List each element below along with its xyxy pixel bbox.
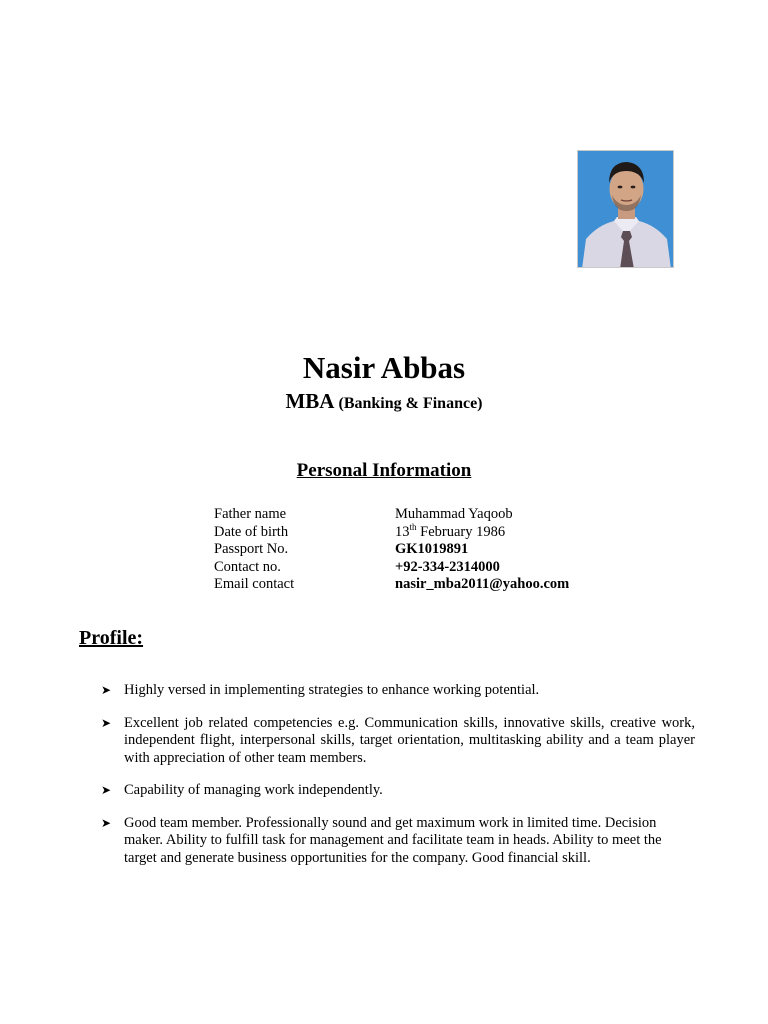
degree-line (0, 387, 768, 418)
list-item (101, 715, 695, 768)
degree-specialization: (Banking & Finance) (338, 395, 483, 412)
info-label: Contact no. (214, 558, 281, 575)
info-row-father-name (214, 506, 569, 524)
dob-day: 13 (395, 523, 410, 540)
info-value: Muhammad Yaqoob (395, 506, 513, 522)
profile-list (101, 682, 695, 882)
email-value: nasir_mba2011@yahoo.com (395, 576, 570, 592)
info-value (395, 521, 506, 542)
profile-photo (577, 150, 674, 268)
list-item-text: Good team member. Professionally sound and get maximum work in limited time. Decision maker. Ability to fulfill task for management and facilitate team in heads. Ability to meet the target and generate business opportunities for the company. Good financial skill. (124, 814, 662, 866)
list-item-text: Excellent job related competencies e.g. Communication skills, innovative skills, creative work, independent flight, interpersonal skills, target orientation, multitasking ability and a team player with appreciation of other team members. (124, 714, 695, 766)
info-row-passport (214, 541, 569, 559)
portrait-photo-icon (578, 151, 674, 268)
info-row-contact (214, 559, 569, 577)
info-label: Date of birth (214, 523, 289, 540)
info-label: Passport No. (214, 541, 289, 557)
list-item (101, 782, 695, 800)
arrow-bullet-icon: ➤ (101, 815, 112, 830)
arrow-bullet-icon: ➤ (101, 683, 112, 697)
degree-title: MBA (285, 389, 335, 413)
arrow-bullet-icon: ➤ (101, 715, 112, 730)
info-row-email (214, 576, 569, 594)
candidate-name: Nasir Abbas (302, 350, 466, 385)
list-item-text: Capability of managing work independently. (124, 782, 383, 798)
info-value: +92-334-2314000 (395, 558, 500, 575)
profile-heading: Profile: (79, 627, 144, 649)
list-item (101, 815, 695, 868)
info-value: GK1019891 (395, 541, 469, 557)
personal-information-table (214, 506, 569, 594)
info-row-date-of-birth (214, 521, 569, 542)
list-item-text: Highly versed in implementing strategies to enhance working potential. (124, 682, 540, 698)
dob-suffix: th (409, 521, 417, 532)
info-label: Father name (214, 506, 287, 522)
arrow-bullet-icon: ➤ (101, 783, 112, 797)
personal-information-heading: Personal Information (296, 460, 472, 481)
list-item (101, 682, 695, 700)
dob-rest: February 1986 (416, 523, 506, 540)
info-label: Email contact (214, 576, 295, 592)
